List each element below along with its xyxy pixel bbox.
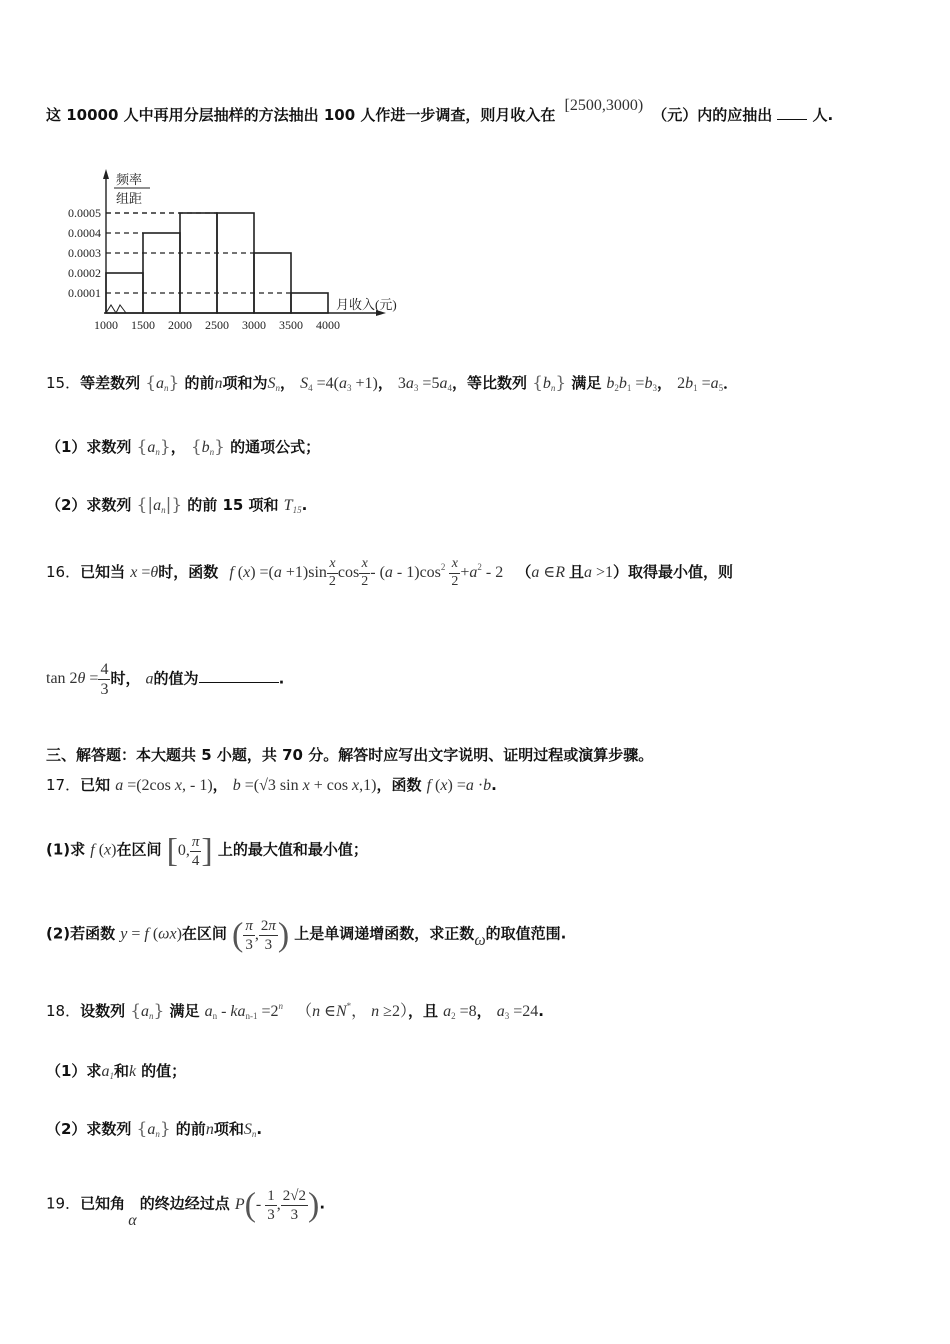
eq-a3: $a_3 =24$ bbox=[496, 1003, 539, 1021]
y-axis-arrow bbox=[103, 169, 109, 179]
q17-p2-mid: 在区间 bbox=[181, 924, 227, 943]
eq-2b1: $2b_1 =a_5$ bbox=[677, 375, 724, 393]
seq-bn: $\{b_n\}$ bbox=[190, 437, 225, 457]
q18-text-2: 满足 bbox=[169, 1002, 200, 1020]
section-heading: 三、解答题：本大题共 5 小题，共 70 分。解答时应写出文字说明、证明过程或演算步骤。 bbox=[46, 746, 654, 764]
seq-an: $\{a_n\}$ bbox=[145, 373, 180, 393]
var-T15: $T_{15}$ bbox=[283, 497, 302, 515]
eq-fx: f (x) =(a +1)sin $\frac{x}{2}$ cos $\frac{x}{2}$ - $(a - 1)\cos^2$ $\frac{x}{2}$ $+a^2 - 2$ bbox=[229, 556, 504, 589]
seq-an: $\{a_n\}$ bbox=[136, 437, 171, 457]
q15-text-3: 项和为 bbox=[222, 374, 268, 392]
q16-cont bbox=[46, 660, 284, 699]
histogram-bar bbox=[254, 253, 291, 313]
eq-a2: $a_2 =8$ bbox=[443, 1003, 477, 1021]
x-axis-break bbox=[106, 305, 126, 313]
var-n: n bbox=[214, 375, 223, 392]
q17-p2-end2: 的取值范围. bbox=[485, 924, 567, 943]
eq-x-theta: x =θ bbox=[130, 563, 159, 581]
interval-0-pi4: [0, $\frac{\pi}{4}$ ] bbox=[166, 832, 213, 869]
period: . bbox=[538, 1002, 544, 1020]
eq-a-in-R: a ∈R bbox=[531, 563, 565, 581]
q18-stem bbox=[46, 998, 544, 1021]
q17-part1 bbox=[46, 832, 368, 870]
comma: ， bbox=[279, 374, 295, 392]
q17-text-2: ，函数 bbox=[376, 776, 422, 794]
fx: f (x) bbox=[90, 841, 117, 859]
eq-a-gt-1: a >1 bbox=[584, 563, 614, 581]
histogram-bar bbox=[143, 233, 180, 313]
intro-line bbox=[46, 97, 834, 125]
point-P: P(- $\frac{1}{3}$ , $\frac{2√2}{3}$ ) bbox=[234, 1186, 320, 1223]
eq-a3a4: $3a_3 =5a_4$ bbox=[397, 375, 452, 393]
q18-part2 bbox=[46, 1118, 262, 1139]
q16-number: 16． bbox=[46, 562, 81, 581]
intro-text-c: 人. bbox=[812, 106, 834, 124]
q15-text-1: 等差数列 bbox=[80, 374, 141, 392]
eq-y-f-omega: y = f (ωx) bbox=[120, 925, 182, 943]
q15-text-2: 的前 bbox=[184, 374, 215, 392]
comma: ， bbox=[212, 776, 228, 794]
x-tick-label: 3000 bbox=[242, 318, 266, 332]
income-histogram bbox=[44, 165, 464, 335]
q18-p1-label: （1）求 bbox=[46, 1062, 102, 1080]
vec-a: a =(2cos x, - 1) bbox=[115, 777, 213, 794]
eq-s4: $S_4 =4(a_3 +1)$ bbox=[300, 375, 378, 393]
period: ． bbox=[723, 374, 739, 392]
q18-p2-mid2: 项和 bbox=[213, 1120, 244, 1138]
q15-part1 bbox=[46, 436, 320, 457]
var-a1: $a_1$ bbox=[101, 1063, 114, 1081]
q15-p2-label: （2）求数列 bbox=[46, 496, 132, 514]
var-k: k bbox=[128, 1063, 137, 1080]
q16-stem bbox=[46, 556, 733, 591]
var-omega: ω bbox=[474, 931, 486, 949]
var-n: n bbox=[205, 1121, 214, 1138]
y-tick-label: 0.0003 bbox=[68, 246, 101, 260]
period: . bbox=[319, 1194, 326, 1213]
income-interval: [2500,3000) bbox=[564, 97, 644, 114]
histogram-bar bbox=[291, 293, 328, 313]
q16-text-2: 时，函数 bbox=[158, 562, 219, 581]
intro-text-b: （元）内的应抽出 bbox=[652, 106, 773, 124]
q18-p1-end: 的值； bbox=[141, 1062, 187, 1080]
q17-p1-mid: 在区间 bbox=[116, 840, 162, 859]
q15-stem bbox=[46, 372, 738, 393]
comma: ， bbox=[170, 438, 186, 456]
q19-number: 19． bbox=[46, 1194, 81, 1213]
q15-p1-end: 的通项公式； bbox=[230, 438, 321, 456]
comma: ， bbox=[476, 1002, 492, 1020]
y-tick-label: 0.0005 bbox=[68, 206, 101, 220]
q18-text-3: ，且 bbox=[407, 1002, 438, 1020]
q18-p2-mid: 的前 bbox=[175, 1120, 206, 1138]
q17-p1-end: 上的最大值和最小值； bbox=[217, 840, 368, 859]
q15-number: 15． bbox=[46, 374, 81, 392]
q17-number: 17． bbox=[46, 776, 81, 794]
y-tick-label: 0.0002 bbox=[68, 266, 101, 280]
q18-text-1: 设数列 bbox=[80, 1002, 126, 1020]
q19-text-1: 已知角 bbox=[80, 1194, 126, 1213]
eq-domain: （n ∈N*， n ≥2） bbox=[296, 1001, 408, 1020]
x-tick-label: 2000 bbox=[168, 318, 192, 332]
q16-text-4: 且 bbox=[568, 562, 584, 581]
var-Sn: $S_n$ bbox=[267, 375, 280, 393]
histogram-bar bbox=[217, 213, 254, 313]
interval-pi3-2pi3: ( $\frac{\pi}{3}$ , $\frac{2\pi}{3}$ ) bbox=[232, 916, 290, 953]
y-label-bottom: 组距 bbox=[116, 191, 143, 206]
answer-blank bbox=[199, 682, 279, 683]
q17-p2-label: (2)若函数 bbox=[46, 924, 116, 943]
answer-blank bbox=[777, 119, 807, 120]
histogram-bar bbox=[180, 213, 217, 313]
q17-part2 bbox=[46, 916, 566, 954]
x-tick-label: 1500 bbox=[131, 318, 155, 332]
q16-text-8: . bbox=[278, 669, 285, 688]
q15-text-5: 满足 bbox=[571, 374, 602, 392]
seq-an: $\{a_n\}$ bbox=[130, 1001, 165, 1021]
q17-stem bbox=[46, 774, 497, 795]
var-alpha: α bbox=[128, 1211, 137, 1229]
x-tick-label: 4000 bbox=[316, 318, 340, 332]
q16-text-5: ）取得最小值，则 bbox=[613, 562, 734, 581]
x-axis-label: 月收入(元) bbox=[336, 297, 397, 312]
q17-p2-end: 上是单调递增函数，求正数 bbox=[294, 924, 475, 943]
var-Sn: $S_n$ bbox=[243, 1121, 257, 1139]
q15-p2-mid: 的前 15 项和 bbox=[187, 496, 279, 514]
period: . bbox=[256, 1120, 263, 1138]
eq-f-ab: f (x) =a ·b bbox=[426, 777, 492, 794]
q18-number: 18． bbox=[46, 1002, 81, 1020]
period: . bbox=[491, 776, 497, 794]
seq-abs-an: $\{|a_n|\}$ bbox=[136, 495, 183, 515]
seq-an: $\{a_n\}$ bbox=[136, 1119, 171, 1139]
q18-p2-label: （2）求数列 bbox=[46, 1120, 132, 1138]
y-tick-label: 0.0004 bbox=[68, 226, 101, 240]
comma: ， bbox=[377, 374, 393, 392]
var-a: a bbox=[145, 670, 154, 688]
eq-tan2theta: tan 2θ = $\frac{4}{3}$ bbox=[46, 661, 109, 699]
seq-bn: $\{b_n\}$ bbox=[532, 373, 567, 393]
q18-part1 bbox=[46, 1060, 186, 1081]
q15-text-4: ，等比数列 bbox=[451, 374, 527, 392]
q16-text-7: 的值为 bbox=[153, 669, 199, 688]
q15-part2 bbox=[46, 494, 307, 515]
eq-b2b1: $b_2b_1 =b_3$ bbox=[606, 375, 657, 393]
q16-text-3: （ bbox=[516, 562, 532, 581]
q19-stem bbox=[46, 1186, 326, 1229]
q19-text-2: 的终边经过点 bbox=[139, 1194, 230, 1213]
q16-text-6: 时， bbox=[110, 669, 141, 688]
x-tick-label: 1000 bbox=[94, 318, 118, 332]
x-tick-label: 3500 bbox=[279, 318, 303, 332]
y-label-top: 频率 bbox=[116, 172, 143, 187]
intro-text-a: 这 10000 人中再用分层抽样的方法抽出 100 人作进一步调查，则月收入在 bbox=[46, 106, 556, 124]
x-tick-label: 2500 bbox=[205, 318, 229, 332]
q15-p1-label: （1）求数列 bbox=[46, 438, 132, 456]
q18-p1-and: 和 bbox=[113, 1062, 129, 1080]
vec-b: b =(√3 sin x + cos x,1) bbox=[232, 777, 377, 794]
q17-text-1: 已知 bbox=[80, 776, 111, 794]
q15-p2-end: . bbox=[301, 496, 308, 514]
q16-text-1: 已知当 bbox=[80, 562, 126, 581]
comma: ， bbox=[656, 374, 672, 392]
y-tick-label: 0.0001 bbox=[68, 286, 101, 300]
eq-recurrence: $a_n - ka_{n-1} =2^n$ bbox=[204, 1001, 284, 1021]
q17-p1-label: (1)求 bbox=[46, 840, 86, 859]
